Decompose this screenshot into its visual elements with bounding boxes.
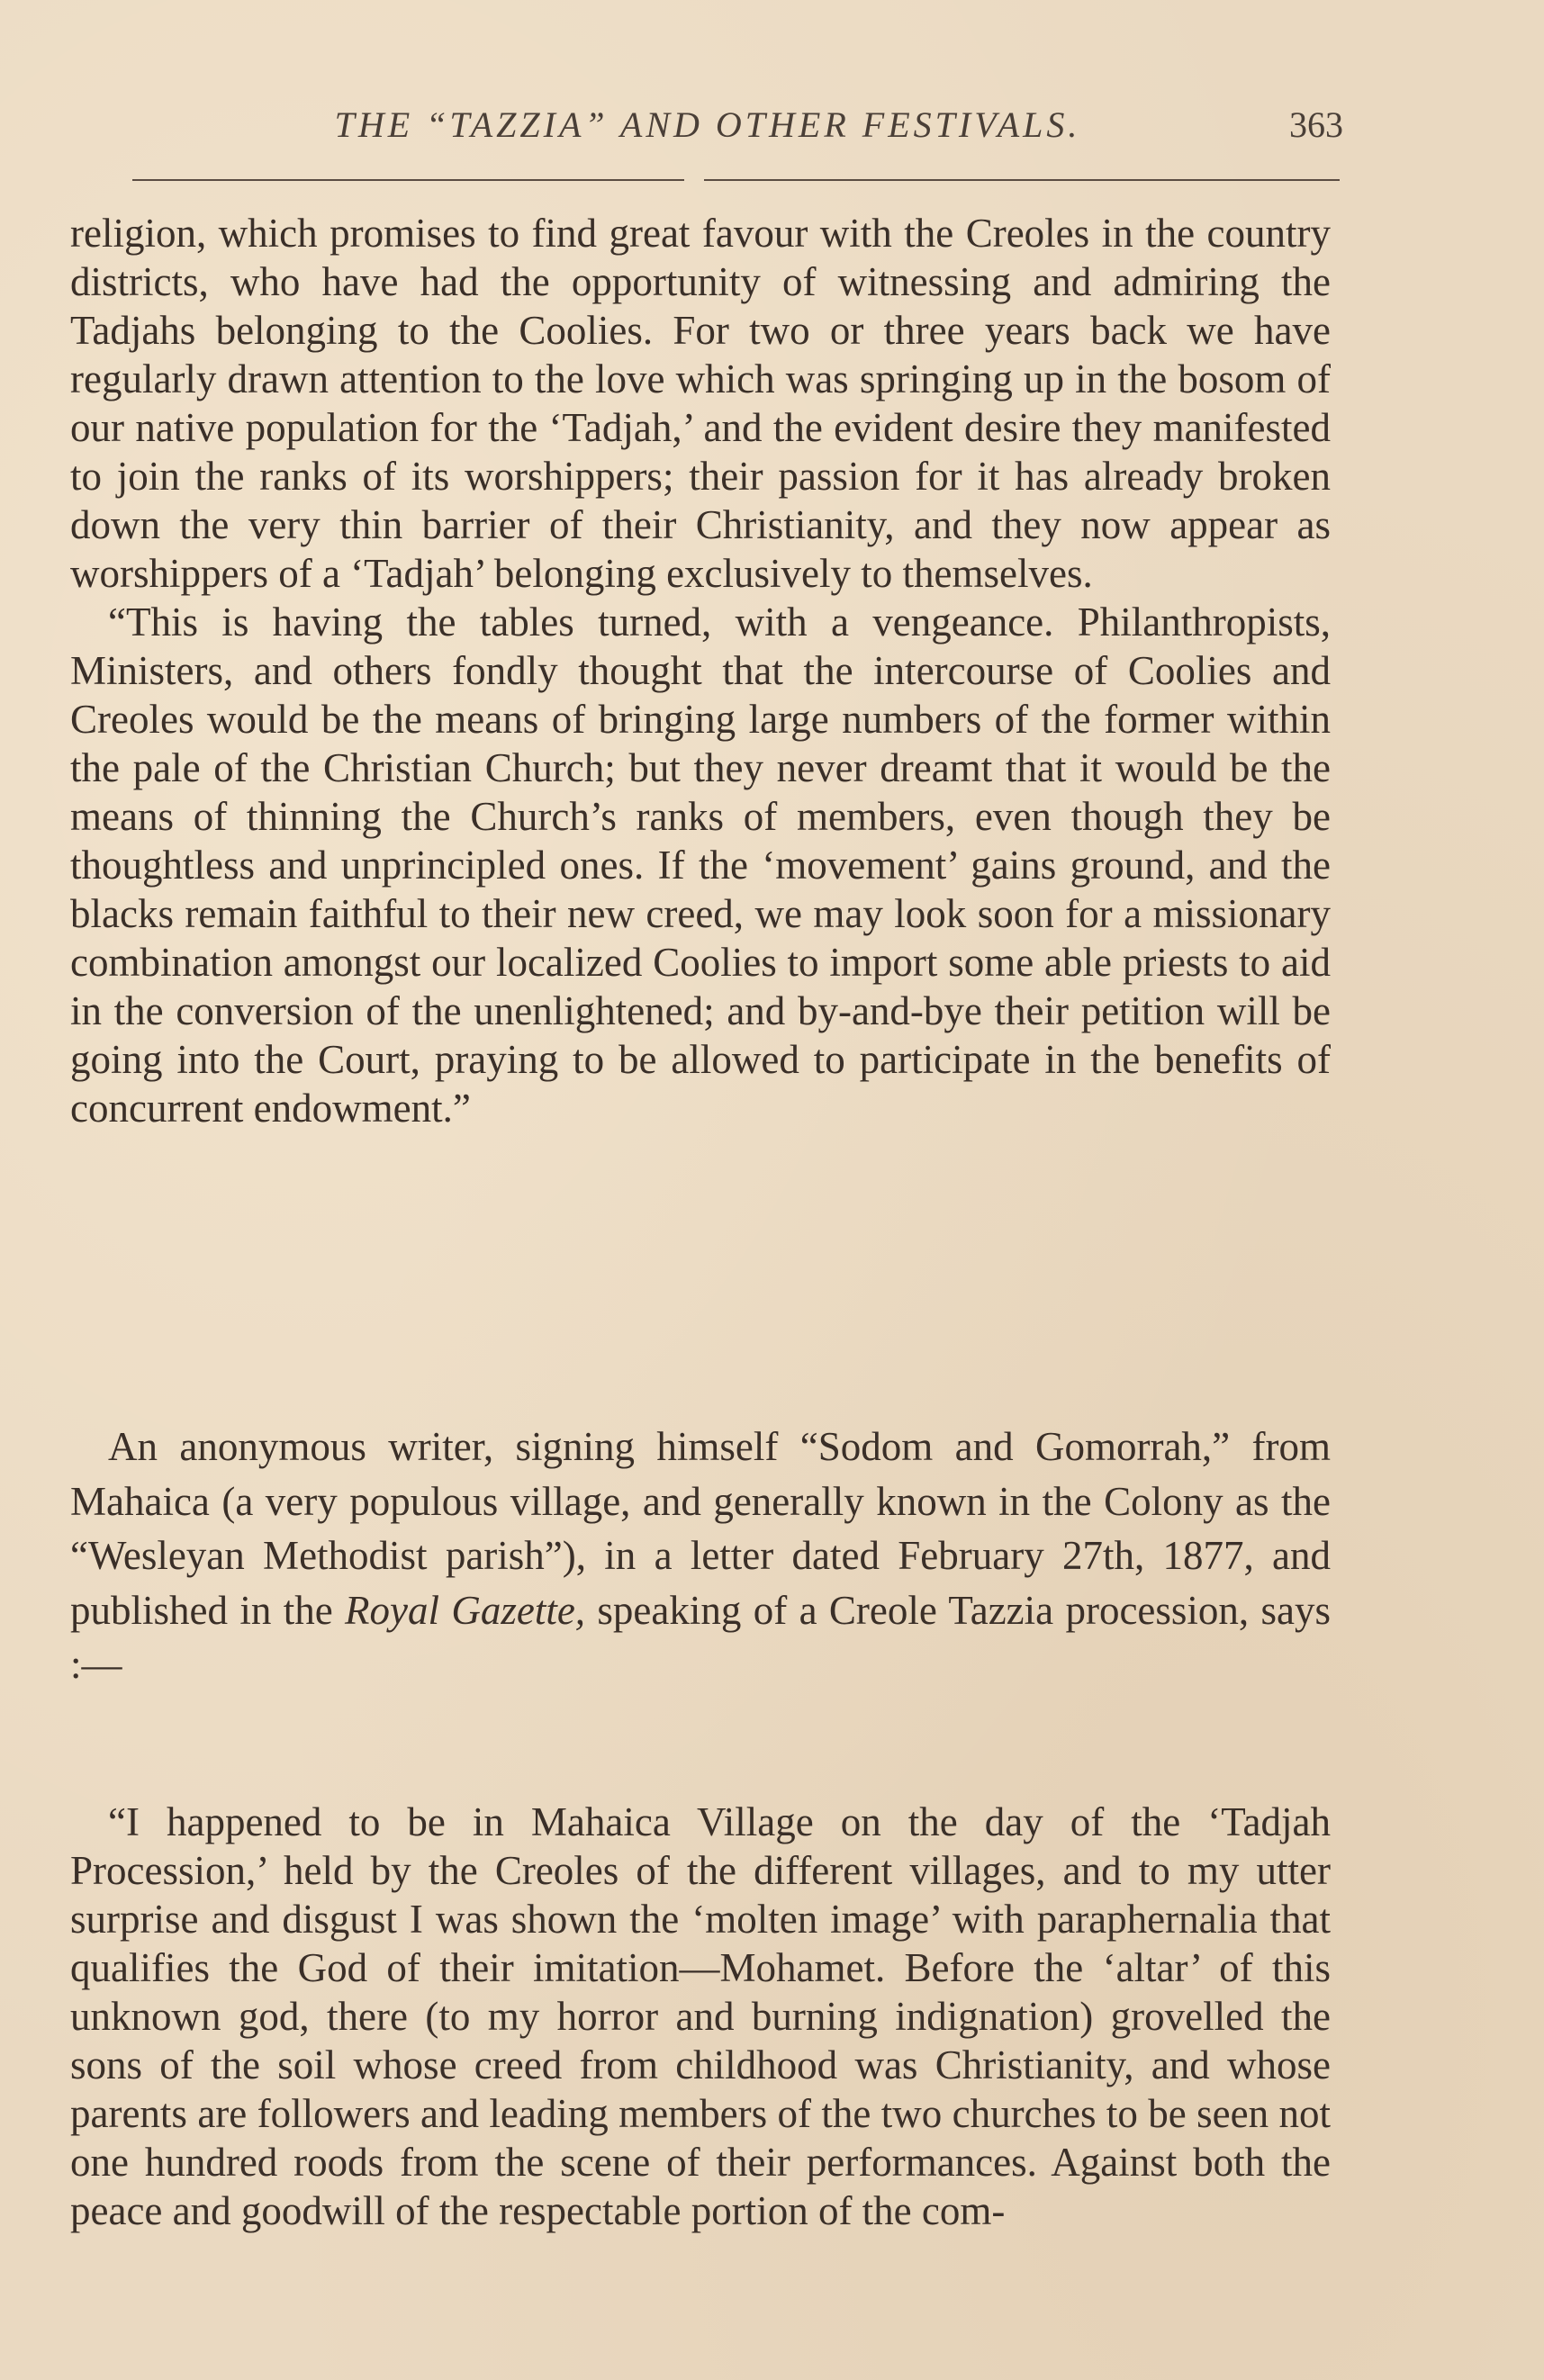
- paragraph-continuation: religion, which promises to find great favour with the Creoles in the country districts, who have had the opportunity of witnessing and admiring the Tadjahs belonging to the Coolies. For two or three years back we have regularly drawn attention to the love which was springing up in the bosom of our native population for the ‘Tadjah,’ and the evident desire they manifested to join the ranks of its worshippers; their passion for it has already broken down the very thin barrier of their Christianity, and they now appear as worshippers of a ‘Tadjah’ belonging exclusively to themselves.: [70, 211, 1331, 596]
- paragraph-narrative: [70, 1420, 1331, 1692]
- page-number: 363: [1289, 104, 1343, 145]
- letter-quote-passage: [70, 1798, 1331, 2235]
- quoted-passage: [70, 209, 1331, 1132]
- running-head: [72, 104, 1343, 149]
- paragraph-letter-quote: “I happened to be in Mahaica Village on the day of the ‘Tadjah Procession,’ held by the Creoles of the different villages, and to my utter surprise and disgust I was shown the ‘molten image’ with paraphernalia that qualifies the God of their imitation—Mohamet. Before the ‘altar’ of this unknown god, there (to my horror and burning indignation) grovelled the sons of the soil whose creed from childhood was Christianity, and whose parents are followers and leading members of the two churches to be seen not one hundred roods from the scene of their performances. Against both the peace and goodwill of the respectable portion of the com-: [70, 1799, 1331, 2233]
- narrative-text-end: speaking of a Creole Tazzia procession, says :—: [70, 1587, 1332, 1687]
- running-title: THE “TAZZIA” AND OTHER FESTIVALS.: [334, 104, 1081, 145]
- header-rule-right: [704, 179, 1340, 181]
- newspaper-title: Royal Gazette,: [345, 1587, 586, 1633]
- narrative-passage: [70, 1420, 1331, 1692]
- header-rule-left: [132, 179, 684, 181]
- paragraph-quote: “This is having the tables turned, with a vengeance. Philanthropists, Ministers, and others fondly thought that the intercourse of Coolies and Creoles would be the means of bringing large numbers of the former within the pale of the Christian Church; but they never dreamt that it would be the means of thinning the Church’s ranks of members, even though they be thoughtless and unprincipled ones. If the ‘movement’ gains ground, and the blacks remain faithful to their new creed, we may look soon for a missionary combination amongst our localized Coolies to import some able priests to aid in the conversion of the unenlightened; and by-and-bye their petition will be going into the Court, praying to be allowed to participate in the benefits of concurrent endowment.”: [70, 600, 1331, 1131]
- narrative-text-start: An anonymous writer, signing himself “Sodom and Gomorrah,” from Mahaica (a very populous village, and generally known in the Colony as the “Wesleyan Methodist parish”), in a letter dated February 27th, 1877, and published in the: [70, 1424, 1331, 1633]
